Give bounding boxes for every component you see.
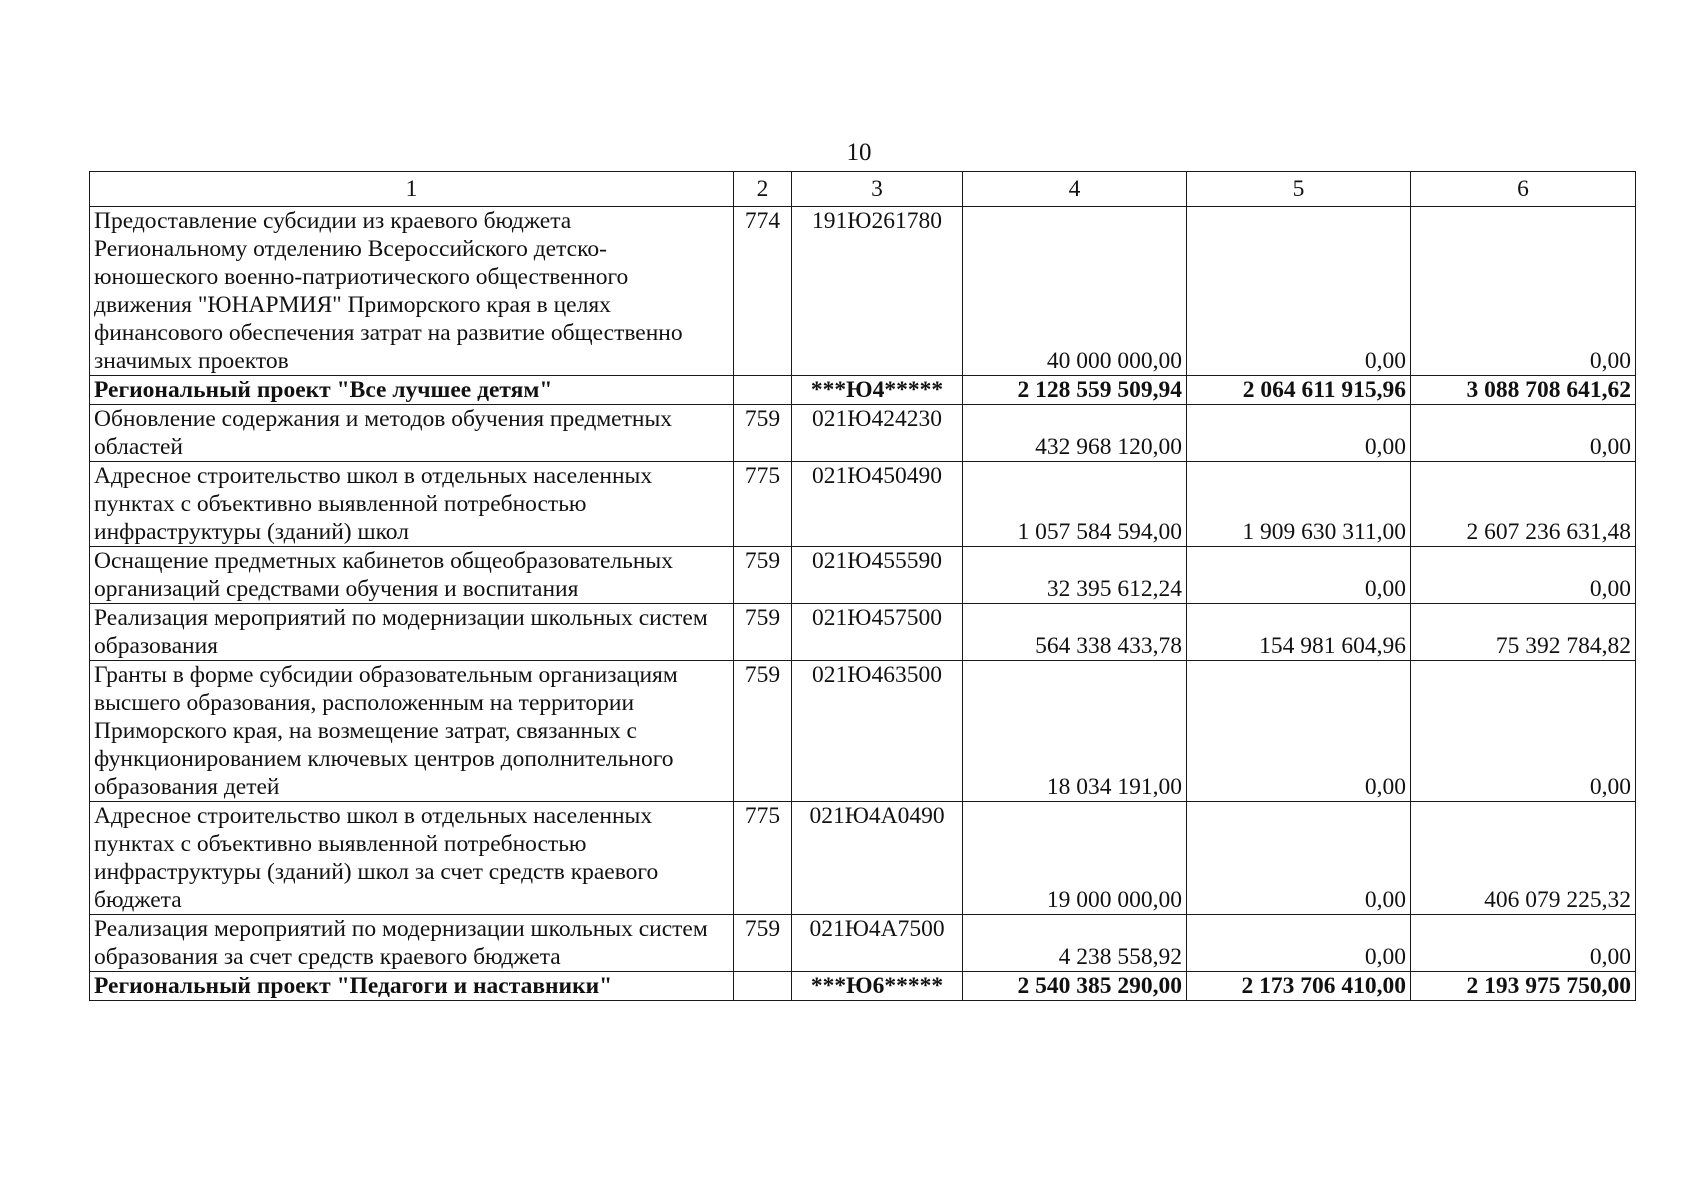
project-row — [90, 376, 1636, 405]
row-description: Региональный проект "Все лучшее детям" — [90, 376, 734, 405]
amount-column-4: 2 540 385 290,00 — [963, 972, 1187, 1001]
column-number: 2 — [734, 172, 792, 207]
row-description: Предоставление субсидии из краевого бюджета Региональному отделению Всероссийского детско-юношеского военно-патриотического общественного движения "ЮНАРМИЯ" Приморского края в целях финансового обеспечения затрат на развитие общественно значимых проектов — [90, 207, 734, 376]
row-description: Адресное строительство школ в отдельных населенных пунктах с объективно выявленной потребностью инфраструктуры (зданий) школ — [90, 462, 734, 547]
administrator-code: 759 — [734, 604, 792, 661]
page-number: 10 — [846, 139, 872, 166]
amount-column-5: 0,00 — [1187, 405, 1411, 462]
amount-column-6: 0,00 — [1411, 547, 1636, 604]
amount-column-5: 1 909 630 311,00 — [1187, 462, 1411, 547]
column-number: 6 — [1411, 172, 1636, 207]
amount-column-6: 75 392 784,82 — [1411, 604, 1636, 661]
table-row — [90, 405, 1636, 462]
amount-column-6: 406 079 225,32 — [1411, 802, 1636, 915]
amount-column-5: 154 981 604,96 — [1187, 604, 1411, 661]
row-description: Оснащение предметных кабинетов общеобразовательных организаций средствами обучения и воспитания — [90, 547, 734, 604]
row-description: Адресное строительство школ в отдельных населенных пунктах с объективно выявленной потребностью инфраструктуры (зданий) школ за счет средств краевого бюджета — [90, 802, 734, 915]
column-number: 3 — [792, 172, 963, 207]
amount-column-4: 19 000 000,00 — [963, 802, 1187, 915]
table-row — [90, 207, 1636, 376]
amount-column-6: 0,00 — [1411, 405, 1636, 462]
amount-column-4: 432 968 120,00 — [963, 405, 1187, 462]
column-number-row — [90, 172, 1636, 207]
amount-column-6: 2 193 975 750,00 — [1411, 972, 1636, 1001]
administrator-code: 759 — [734, 405, 792, 462]
row-description: Обновление содержания и методов обучения предметных областей — [90, 405, 734, 462]
administrator-code: 775 — [734, 802, 792, 915]
row-description: Гранты в форме субсидии образовательным организациям высшего образования, расположенным на территории Приморского края, на возмещение затрат, связанных с функционированием ключевых центров дополнительного образования детей — [90, 661, 734, 802]
amount-column-5: 0,00 — [1187, 802, 1411, 915]
target-article-code: 021Ю4А0490 — [792, 802, 963, 915]
amount-column-4: 1 057 584 594,00 — [963, 462, 1187, 547]
amount-column-5: 0,00 — [1187, 915, 1411, 972]
amount-column-5: 2 173 706 410,00 — [1187, 972, 1411, 1001]
table-row — [90, 915, 1636, 972]
amount-column-5: 0,00 — [1187, 207, 1411, 376]
amount-column-6: 3 088 708 641,62 — [1411, 376, 1636, 405]
row-description: Реализация мероприятий по модернизации школьных систем образования — [90, 604, 734, 661]
table-row — [90, 462, 1636, 547]
administrator-code: 759 — [734, 547, 792, 604]
amount-column-5: 0,00 — [1187, 547, 1411, 604]
table-row — [90, 547, 1636, 604]
amount-column-5: 0,00 — [1187, 661, 1411, 802]
target-article-code: 021Ю463500 — [792, 661, 963, 802]
amount-column-4: 32 395 612,24 — [963, 547, 1187, 604]
amount-column-4: 564 338 433,78 — [963, 604, 1187, 661]
amount-column-4: 18 034 191,00 — [963, 661, 1187, 802]
target-article-code: ***Ю4***** — [792, 376, 963, 405]
column-number: 5 — [1187, 172, 1411, 207]
budget-table — [89, 171, 1636, 1001]
column-number: 4 — [963, 172, 1187, 207]
amount-column-4: 2 128 559 509,94 — [963, 376, 1187, 405]
target-article-code: 021Ю450490 — [792, 462, 963, 547]
administrator-code — [734, 376, 792, 405]
column-number: 1 — [90, 172, 734, 207]
administrator-code: 775 — [734, 462, 792, 547]
administrator-code — [734, 972, 792, 1001]
amount-column-6: 0,00 — [1411, 661, 1636, 802]
row-description: Региональный проект "Педагоги и наставники" — [90, 972, 734, 1001]
table-row — [90, 661, 1636, 802]
administrator-code: 759 — [734, 915, 792, 972]
project-row — [90, 972, 1636, 1001]
amount-column-6: 0,00 — [1411, 915, 1636, 972]
row-description: Реализация мероприятий по модернизации школьных систем образования за счет средств краевого бюджета — [90, 915, 734, 972]
amount-column-4: 40 000 000,00 — [963, 207, 1187, 376]
administrator-code: 759 — [734, 661, 792, 802]
amount-column-6: 0,00 — [1411, 207, 1636, 376]
amount-column-6: 2 607 236 631,48 — [1411, 462, 1636, 547]
amount-column-4: 4 238 558,92 — [963, 915, 1187, 972]
target-article-code: 021Ю424230 — [792, 405, 963, 462]
administrator-code: 774 — [734, 207, 792, 376]
target-article-code: 021Ю455590 — [792, 547, 963, 604]
amount-column-5: 2 064 611 915,96 — [1187, 376, 1411, 405]
table-row — [90, 802, 1636, 915]
target-article-code: ***Ю6***** — [792, 972, 963, 1001]
target-article-code: 021Ю4А7500 — [792, 915, 963, 972]
table-row — [90, 604, 1636, 661]
target-article-code: 021Ю457500 — [792, 604, 963, 661]
target-article-code: 191Ю261780 — [792, 207, 963, 376]
